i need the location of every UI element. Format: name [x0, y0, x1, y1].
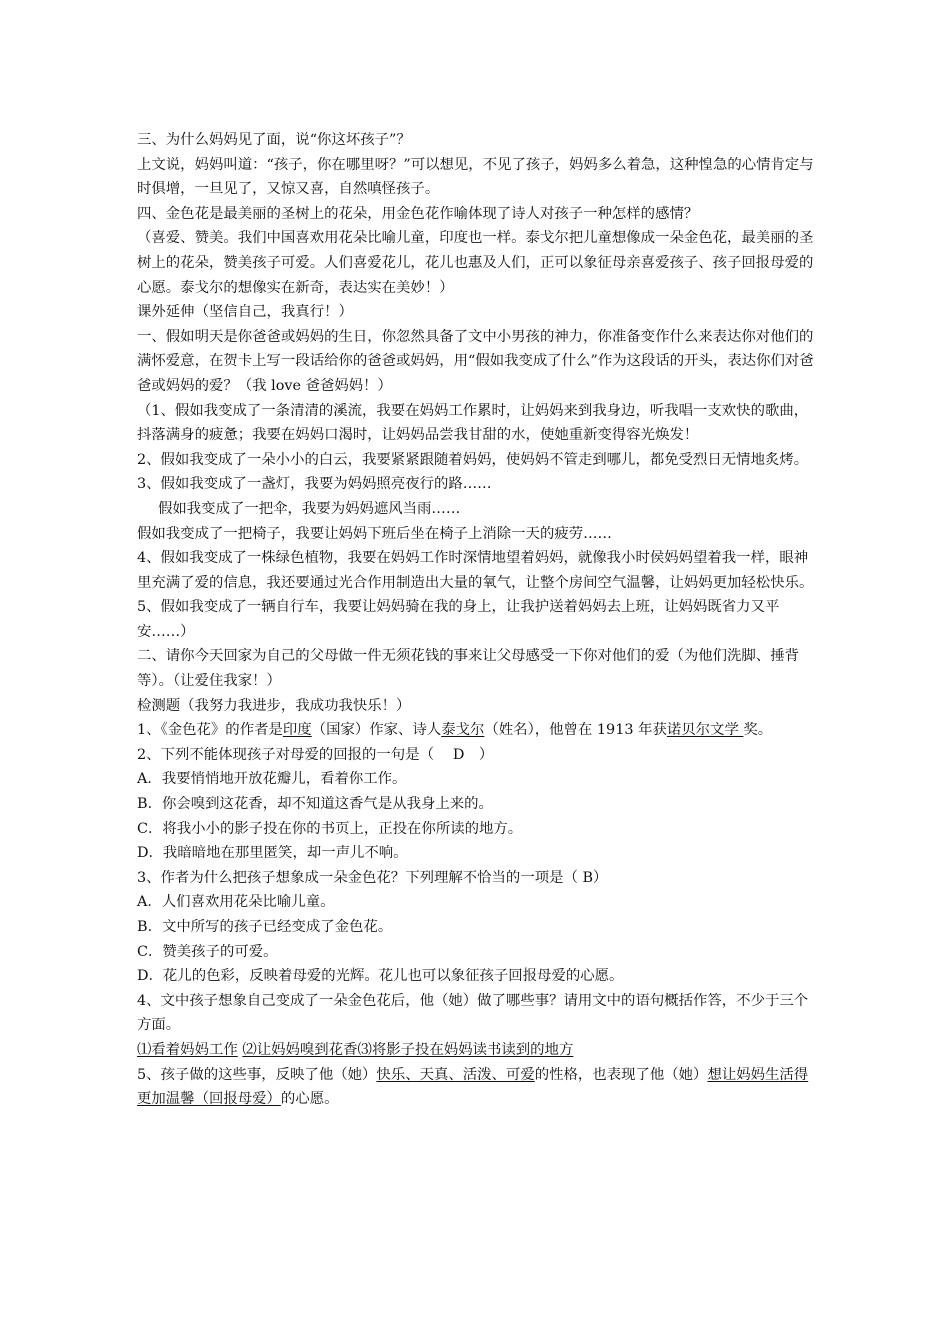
- extension-answer-1: （1、假如我变成了一条清清的溪流，我要在妈妈工作累时，让妈妈来到我身边，听我唱一支欢快的歌曲，抖落满身的疲惫；我要在妈妈口渴时，让妈妈品尝我甘甜的水，使她重新变得容光焕发！: [137, 402, 809, 444]
- q3-option-d: D．花儿的色彩，反映着母爱的光辉。花儿也可以象征孩子回报母爱的心愿。: [137, 968, 624, 985]
- q1-name-answer: 泰戈尔: [441, 722, 485, 739]
- extension-answer-5: 5、假如我变成了一辆自行车，我要让妈妈骑在我的身上，让我护送着妈妈去上班，让妈妈既省力又平安……）: [137, 599, 780, 640]
- test-question-2: 2、下列不能体现孩子对母爱的回报的一句是（ D ）: [137, 746, 494, 763]
- extension-title: 课外延伸（坚信自己，我真行！）: [137, 304, 353, 321]
- q1-end: 奖。: [743, 722, 773, 739]
- test-question-4: 4、文中孩子想象自己变成了一朵金色花后，他（她）做了哪些事？请用文中的语句概括作答，不少于三个方面。: [137, 992, 809, 1034]
- q2-option-b: B．你会嗅到这花香，却不知道这香气是从我身上来的。: [137, 796, 493, 813]
- q4-answer-2: ⑵让妈妈嗅到花香: [242, 1041, 358, 1058]
- test-question-5: [137, 1063, 817, 1112]
- q4-answer-3: ⑶将影子投在妈妈读书读到的地方: [357, 1041, 574, 1058]
- document-page: [137, 128, 817, 1112]
- section4-answer: （喜爱、赞美。我们中国喜欢用花朵比喻儿童，印度也一样。泰戈尔把儿童想像成一朵金色花，最美丽的圣树上的花朵，赞美孩子可爱。人们喜爱花儿，花儿也惠及人们，正可以象征母亲喜爱孩子、孩子回报母爱的心愿。泰戈尔的想像实在新奇，表达实在美妙！）: [137, 230, 814, 296]
- extension-question-2: 二、请你今天回家为自己的父母做一件无须花钱的事来让父母感受一下你对他们的爱（为他们洗脚、捶背等）。（让爱住我家！）: [137, 648, 799, 690]
- q1-middle-1: （国家）作家、诗人: [311, 722, 442, 739]
- test-title: 检测题（我努力我进步，我成功我快乐！）: [137, 697, 411, 714]
- q5-end: 的心愿。: [280, 1091, 339, 1108]
- q1-country-answer: 印度: [282, 722, 312, 739]
- q3-option-a: A．人们喜欢用花朵比喻儿童。: [137, 894, 335, 911]
- section3-question: 三、为什么妈妈见了面，说“你这坏孩子”？: [137, 132, 411, 148]
- extension-answer-3c: 假如我变成了一把椅子，我要让妈妈下班后坐在椅子上消除一天的疲劳……: [137, 525, 612, 542]
- q5-prefix: 5、孩子做的这些事，反映了他（她）: [137, 1066, 377, 1083]
- section3-answer: 上文说，妈妈叫道：“孩子，你在哪里呀？”可以想见，不见了孩子，妈妈多么着急，这种惶急的心情肯定与时俱增，一旦见了，又惊又喜，自然嗔怪孩子。: [137, 156, 814, 198]
- q5-traits-answer: 快乐、天真、活泼、可爱: [376, 1066, 535, 1083]
- q3-option-c: C．赞美孩子的可爱。: [137, 943, 278, 960]
- test-question-3: 3、作者为什么把孩子想象成一朵金色花？下列理解不恰当的一项是（ B）: [137, 869, 608, 886]
- extension-answer-2: 2、假如我变成了一朵小小的白云，我要紧紧跟随着妈妈，使妈妈不管走到哪儿，都免受烈日无情地炙烤。: [137, 451, 809, 468]
- q1-prize-answer: 诺贝尔文学: [666, 722, 744, 739]
- q5-wish-answer: 想让妈妈生活得更加温馨（回报母爱）: [137, 1066, 809, 1108]
- q1-prefix: 1、《金色花》的作者是: [137, 722, 283, 739]
- test-question-1: [137, 718, 817, 743]
- q2-option-d: D．我暗暗地在那里匿笑，却一声儿不响。: [137, 845, 408, 862]
- q1-middle-2: （姓名），他曾在 1913 年获: [484, 722, 667, 739]
- extension-question-1: 一、假如明天是你爸爸或妈妈的生日，你忽然具备了文中小男孩的神力，你准备变作什么来表达你对他们的满怀爱意，在贺卡上写一段话给你的爸爸或妈妈，用“假如我变成了什么”作为这段话的开头，表达你们对爸爸或妈妈的爱？（我 love 爸爸妈妈！）: [137, 328, 814, 394]
- extension-answer-3b: 假如我变成了一把伞，我要为妈妈遮风当雨……: [158, 500, 461, 517]
- extension-answer-4: 4、假如我变成了一株绿色植物，我要在妈妈工作时深情地望着妈妈，就像我小时侯妈妈望着我一样，眼神里充满了爱的信息，我还要通过光合作用制造出大量的氧气，让整个房间空气温馨，让妈妈更加轻松快乐。: [137, 550, 814, 591]
- q2-option-c: C．将我小小的影子投在你的书页上，正投在你所读的地方。: [137, 820, 523, 837]
- section4-question: 四、金色花是最美丽的圣树上的花朵，用金色花作喻体现了诗人对孩子一种怎样的感情？: [137, 205, 699, 222]
- q4-answer-1: ⑴看着妈妈工作: [137, 1041, 238, 1058]
- q3-option-b: B．文中所写的孩子已经变成了金色花。: [137, 919, 393, 935]
- q2-option-a: A．我要悄悄地开放花瓣儿，看着你工作。: [137, 771, 407, 788]
- q5-middle: 的性格，也表现了他（她）: [534, 1066, 708, 1083]
- q4-answers: [137, 1038, 817, 1063]
- extension-answer-3: 3、假如我变成了一盏灯，我要为妈妈照亮夜行的路……: [137, 476, 492, 493]
